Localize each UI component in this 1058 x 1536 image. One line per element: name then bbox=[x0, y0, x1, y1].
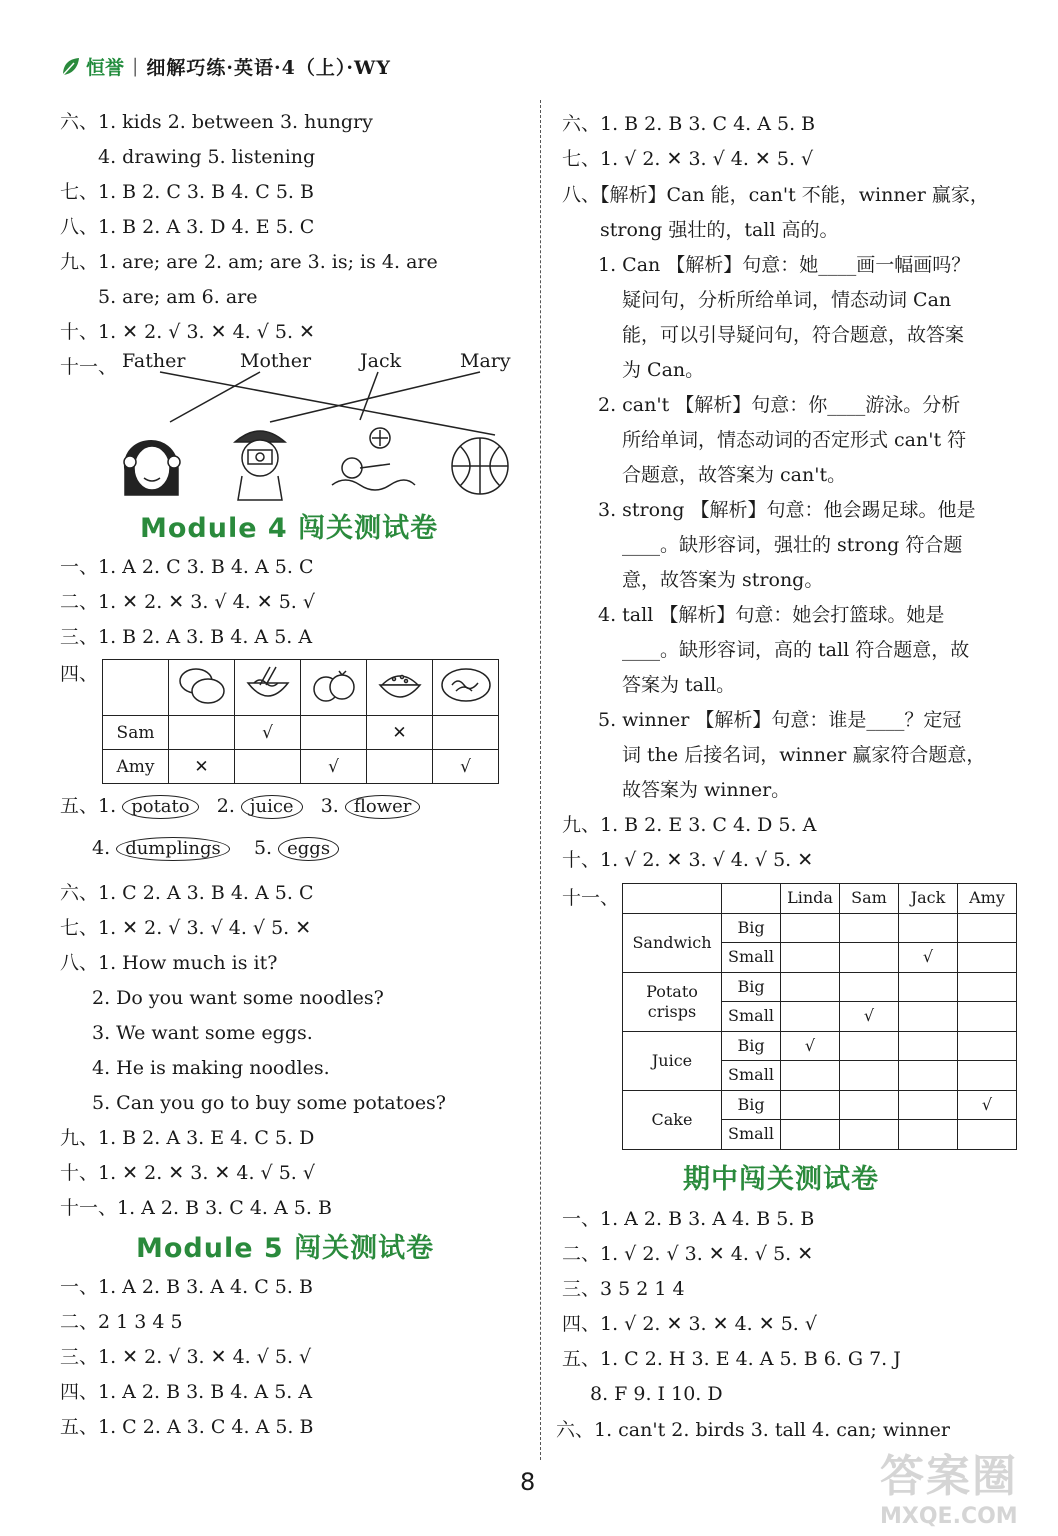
table-cell bbox=[899, 1061, 958, 1091]
table-header: Jack bbox=[899, 884, 958, 914]
answer-line: 5. Can you go to buy some potatoes? bbox=[92, 1092, 446, 1114]
circled-word: eggs bbox=[278, 837, 339, 861]
item-number: 4. bbox=[92, 837, 111, 859]
answer-line: 七、1. √ 2. ✕ 3. √ 4. ✕ 5. √ bbox=[562, 148, 814, 170]
answer-line bbox=[60, 792, 420, 820]
answer-line: 5. are; am 6. are bbox=[98, 286, 258, 308]
page-header bbox=[60, 48, 391, 84]
answer-line: 五、1. C 2. H 3. E 4. A 5. B 6. G 7. J bbox=[562, 1348, 901, 1370]
table-cell bbox=[781, 1002, 840, 1032]
table-cell: ✕ bbox=[367, 716, 433, 750]
circled-word: potato bbox=[122, 795, 198, 819]
table-header: Amy bbox=[958, 884, 1017, 914]
answer-line: 十一、1. A 2. B 3. C 4. A 5. B bbox=[60, 1197, 332, 1219]
table-cell bbox=[958, 1061, 1017, 1091]
table-cell: √ bbox=[301, 750, 367, 784]
circled-word: flower bbox=[345, 795, 421, 819]
item-number: 3. bbox=[320, 795, 339, 817]
item-number: 1. bbox=[98, 795, 117, 817]
answer-line: 二、2 1 3 4 5 bbox=[60, 1311, 183, 1333]
item-number: 5. bbox=[253, 837, 273, 859]
answer-line: 二、1. ✕ 2. ✕ 3. √ 4. ✕ 5. √ bbox=[60, 591, 315, 613]
table-cell bbox=[840, 1061, 899, 1091]
basketball-picture bbox=[452, 438, 508, 494]
table-cell bbox=[722, 884, 781, 914]
page-number: 8 bbox=[520, 1468, 536, 1496]
table-row bbox=[623, 972, 1017, 1002]
answer-line: 六、1. B 2. B 3. C 4. A 5. B bbox=[562, 113, 816, 135]
table-cell bbox=[781, 943, 840, 973]
table-cell bbox=[899, 913, 958, 943]
watermark-url: MXQE.COM bbox=[880, 1504, 1018, 1529]
table-cell: √ bbox=[781, 1031, 840, 1061]
food-size-table bbox=[622, 883, 1017, 1150]
explanation-line: 5. winner 【解析】句意：谁是____？定冠 bbox=[598, 709, 962, 731]
leaf-icon bbox=[60, 55, 82, 77]
answer-line: 七、1. B 2. C 3. B 4. C 5. B bbox=[60, 181, 314, 203]
table-cell bbox=[958, 1120, 1017, 1150]
table-cell: √ bbox=[899, 943, 958, 973]
food-name: Potato crisps bbox=[623, 972, 722, 1031]
table-cell-name: Amy bbox=[103, 750, 169, 784]
size-label: Big bbox=[722, 1031, 781, 1061]
watermark-text: 答案圈 bbox=[880, 1451, 1018, 1502]
circled-word: juice bbox=[241, 795, 303, 819]
size-label: Big bbox=[722, 972, 781, 1002]
girl-camera-picture bbox=[235, 431, 285, 500]
header-separator: | bbox=[132, 55, 139, 77]
section-title-midterm: 期中闯关测试卷 bbox=[683, 1164, 879, 1195]
answer-line: 三、1. B 2. A 3. B 4. A 5. A bbox=[60, 626, 313, 648]
answer-line: 8. F 9. I 10. D bbox=[590, 1383, 723, 1405]
answer-line: 九、1. B 2. E 3. C 4. D 5. A bbox=[562, 814, 817, 836]
answer-line: 九、1. B 2. A 3. E 4. C 5. D bbox=[60, 1127, 315, 1149]
table-cell bbox=[840, 943, 899, 973]
explanation-line: 3. strong 【解析】句意：他会踢足球。他是 bbox=[598, 499, 976, 521]
table-row bbox=[623, 1031, 1017, 1061]
answer-line: 一、1. A 2. B 3. A 4. C 5. B bbox=[60, 1276, 313, 1298]
table-cell bbox=[235, 750, 301, 784]
explanation-line: ____。缺形容词，强壮的 strong 符合题 bbox=[622, 534, 963, 556]
explanation-line: 意，故答案为 strong。 bbox=[622, 569, 824, 591]
tomatoes-icon bbox=[301, 660, 367, 716]
table-header: Sam bbox=[840, 884, 899, 914]
section-title-module4: Module 4 闯关测试卷 bbox=[140, 513, 439, 544]
answer-line: 十、1. ✕ 2. ✕ 3. ✕ 4. √ 5. √ bbox=[60, 1162, 315, 1184]
table-cell bbox=[958, 943, 1017, 973]
table-cell bbox=[367, 750, 433, 784]
explanation-line: 合题意，故答案为 can't。 bbox=[622, 464, 847, 486]
table-cell bbox=[899, 972, 958, 1002]
size-label: Small bbox=[722, 943, 781, 973]
table-row bbox=[103, 750, 499, 784]
food-name: Cake bbox=[623, 1090, 722, 1149]
table-cell bbox=[958, 913, 1017, 943]
brand-logo bbox=[60, 53, 124, 80]
section-title-module5: Module 5 闯关测试卷 bbox=[136, 1233, 435, 1264]
answer-line: 十、1. ✕ 2. √ 3. ✕ 4. √ 5. ✕ bbox=[60, 321, 315, 343]
answer-line: 六、1. C 2. A 3. B 4. A 5. C bbox=[60, 882, 314, 904]
noodles-icon bbox=[235, 660, 301, 716]
table-cell-name: Sam bbox=[103, 716, 169, 750]
match-label: 十一、 bbox=[60, 356, 118, 378]
table-row bbox=[623, 884, 1017, 914]
size-label: Small bbox=[722, 1120, 781, 1150]
explanation-line: 八、【解析】Can 能，can't 不能，winner 赢家， bbox=[562, 184, 989, 206]
explanation-line: 为 Can。 bbox=[622, 359, 705, 381]
explanation-line: 所给单词，情态动词的否定形式 can't 符 bbox=[622, 429, 967, 451]
name-father: Father bbox=[122, 350, 186, 372]
name-mary: Mary bbox=[460, 350, 511, 372]
table-cell: √ bbox=[958, 1090, 1017, 1120]
table-cell bbox=[301, 716, 367, 750]
explanation-line: strong 强壮的，tall 高的。 bbox=[600, 219, 839, 241]
explanation-line: 答案为 tall。 bbox=[622, 674, 736, 696]
size-label: Small bbox=[722, 1061, 781, 1091]
explanation-line: 2. can't 【解析】句意：你____游泳。分析 bbox=[598, 394, 961, 416]
explanation-line: 词 the 后接名词，winner 赢家符合题意， bbox=[622, 744, 986, 766]
table-row bbox=[103, 660, 499, 716]
answer-line: 十、1. √ 2. ✕ 3. √ 4. √ 5. ✕ bbox=[562, 849, 814, 871]
watermark bbox=[880, 1440, 1040, 1530]
answer-line: 二、1. √ 2. √ 3. ✕ 4. √ 5. ✕ bbox=[562, 1243, 814, 1265]
table-cell bbox=[840, 1031, 899, 1061]
answer-line: 四、1. √ 2. ✕ 3. ✕ 4. ✕ 5. √ bbox=[562, 1313, 817, 1335]
answer-line: 五、1. C 2. A 3. C 4. A 5. B bbox=[60, 1416, 314, 1438]
item-number: 2. bbox=[216, 795, 235, 817]
table-row bbox=[623, 1090, 1017, 1120]
answer-label: 五、 bbox=[60, 795, 99, 817]
table-cell bbox=[899, 1090, 958, 1120]
table-cell bbox=[781, 1120, 840, 1150]
answer-line: 2. Do you want some noodles? bbox=[92, 987, 384, 1009]
table-row bbox=[103, 716, 499, 750]
table-cell: √ bbox=[840, 1002, 899, 1032]
table-row bbox=[623, 913, 1017, 943]
table-cell bbox=[899, 1120, 958, 1150]
girl-headphones-picture bbox=[124, 441, 180, 495]
match-line-father bbox=[160, 372, 495, 435]
table-cell bbox=[781, 913, 840, 943]
name-jack: Jack bbox=[360, 350, 402, 372]
table-cell bbox=[958, 1031, 1017, 1061]
table-header: Linda bbox=[781, 884, 840, 914]
table-cell bbox=[958, 972, 1017, 1002]
table-cell bbox=[781, 1061, 840, 1091]
answer-line: 六、1. kids 2. between 3. hungry bbox=[60, 111, 373, 133]
explanation-line: 疑问句，分析所给单词，情态动词 Can bbox=[622, 289, 952, 311]
boy-swimming-picture bbox=[332, 428, 415, 490]
table-cell: √ bbox=[235, 716, 301, 750]
table-cell bbox=[781, 972, 840, 1002]
matching-diagram bbox=[60, 350, 530, 510]
table-cell bbox=[781, 1090, 840, 1120]
table-cell: √ bbox=[433, 750, 499, 784]
circled-word: dumplings bbox=[116, 837, 230, 861]
eggs-icon bbox=[169, 660, 235, 716]
answer-line: 六、1. can't 2. birds 3. tall 4. can; winner bbox=[556, 1419, 950, 1441]
rice-icon bbox=[367, 660, 433, 716]
header-title: 细解巧练·英语·4（上）·WY bbox=[146, 56, 391, 79]
answer-line: 九、1. are; are 2. am; are 3. is; is 4. are bbox=[60, 251, 438, 273]
size-label: Big bbox=[722, 1090, 781, 1120]
food-name: Sandwich bbox=[623, 913, 722, 972]
table-cell bbox=[623, 884, 722, 914]
table-cell bbox=[958, 1002, 1017, 1032]
answer-line: 4. drawing 5. listening bbox=[98, 146, 316, 168]
explanation-line: 1. Can 【解析】句意：她____画一幅画吗？ bbox=[598, 254, 971, 276]
answer-line: 4. He is making noodles. bbox=[92, 1057, 330, 1079]
answer-label: 四、 bbox=[60, 663, 99, 685]
answer-line: 四、1. A 2. B 3. B 4. A 5. A bbox=[60, 1381, 313, 1403]
answer-line bbox=[92, 834, 339, 862]
food-name: Juice bbox=[623, 1031, 722, 1090]
explanation-line: 4. tall 【解析】句意：她会打篮球。她是 bbox=[598, 604, 945, 626]
table-cell bbox=[840, 1120, 899, 1150]
answer-line: 3. We want some eggs. bbox=[92, 1022, 313, 1044]
explanation-line: 能，可以引导疑问句，符合题意，故答案 bbox=[622, 324, 965, 346]
size-label: Small bbox=[722, 1002, 781, 1032]
table-cell bbox=[169, 716, 235, 750]
food-preference-table bbox=[102, 659, 499, 784]
answer-line: 三、3 5 2 1 4 bbox=[562, 1278, 685, 1300]
table-cell bbox=[840, 913, 899, 943]
table-cell bbox=[840, 972, 899, 1002]
answer-line: 一、1. A 2. C 3. B 4. A 5. C bbox=[60, 556, 314, 578]
size-label: Big bbox=[722, 913, 781, 943]
column-divider bbox=[540, 100, 541, 1460]
answer-line: 八、1. How much is it? bbox=[60, 952, 278, 974]
explanation-line: 故答案为 winner。 bbox=[622, 779, 791, 801]
answer-label: 十一、 bbox=[562, 887, 620, 909]
answer-line: 三、1. ✕ 2. √ 3. ✕ 4. √ 5. √ bbox=[60, 1346, 312, 1368]
match-line-mother bbox=[170, 372, 260, 422]
table-cell bbox=[433, 716, 499, 750]
answer-line: 一、1. A 2. B 3. A 4. B 5. B bbox=[562, 1208, 815, 1230]
table-cell bbox=[840, 1090, 899, 1120]
table-cell bbox=[103, 660, 169, 716]
table-cell bbox=[899, 1002, 958, 1032]
table-cell bbox=[899, 1031, 958, 1061]
answer-line: 八、1. B 2. A 3. D 4. E 5. C bbox=[60, 216, 315, 238]
answer-line: 七、1. ✕ 2. √ 3. √ 4. √ 5. ✕ bbox=[60, 917, 312, 939]
table-cell: ✕ bbox=[169, 750, 235, 784]
brand-name: 恒誉 bbox=[86, 56, 125, 79]
name-mother: Mother bbox=[240, 350, 312, 372]
salad-icon bbox=[433, 660, 499, 716]
explanation-line: ____。缺形容词，高的 tall 符合题意，故 bbox=[622, 639, 970, 661]
